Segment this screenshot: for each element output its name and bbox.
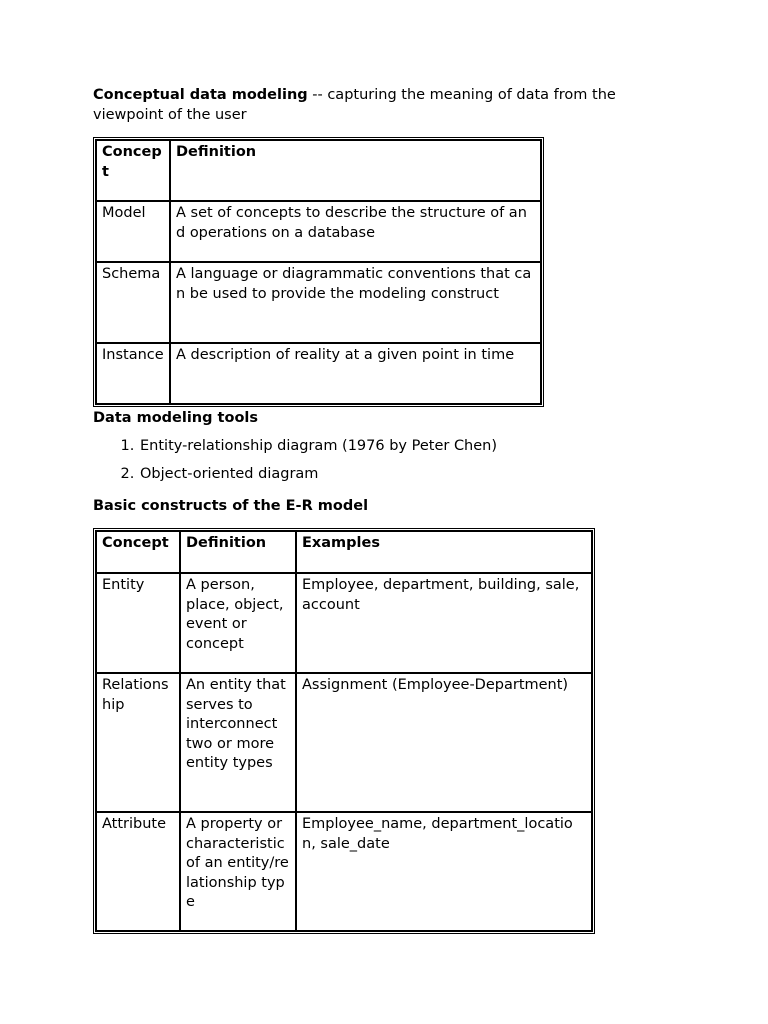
cell-definition: An entity that serves to interconnect two or more entity types [180, 673, 296, 812]
table-row [96, 673, 592, 812]
concepts-table [93, 137, 544, 407]
document-page [93, 86, 693, 934]
table-row [96, 812, 592, 931]
cell-concept: Instance [96, 343, 170, 404]
table-row [96, 201, 541, 262]
cell-definition: A set of concepts to describe the structure of and operations on a database [170, 201, 541, 262]
cell-concept: Entity [96, 573, 180, 673]
tools-heading: Data modeling tools [93, 410, 259, 426]
cell-definition: A description of reality at a given point in time [170, 343, 541, 404]
cell-definition: A language or diagrammatic conventions that can be used to provide the modeling construct [170, 262, 541, 343]
column-header-definition: Definition [180, 531, 296, 573]
column-header-examples: Examples [296, 531, 592, 573]
column-header-definition: Definition [170, 140, 541, 201]
cell-examples: Assignment (Employee-Department) [296, 673, 592, 812]
cell-definition: A person, place, object, event or concept [180, 573, 296, 673]
cell-concept: Model [96, 201, 170, 262]
intro-paragraph [93, 86, 663, 125]
cell-concept: Attribute [96, 812, 180, 931]
cell-examples: Employee, department, building, sale, account [296, 573, 592, 673]
cell-concept: Schema [96, 262, 170, 343]
column-header-concept: Concept [96, 531, 180, 573]
cell-concept: Relationship [96, 673, 180, 812]
column-header-concept: Concept [96, 140, 170, 201]
table-row [96, 343, 541, 404]
list-item: 2. Object-oriented diagram [139, 465, 693, 485]
cell-definition: A property or characteristic of an entity/relationship type [180, 812, 296, 931]
table-header-row [96, 140, 541, 201]
table-header-row [96, 531, 592, 573]
er-heading: Basic constructs of the E-R model [93, 497, 369, 514]
list-item: 1. Entity-relationship diagram (1976 by Peter Chen) [139, 437, 693, 457]
er-constructs-table [93, 528, 595, 934]
cell-examples: Employee_name, department_location, sale_date [296, 812, 592, 931]
intro-bold-lead: Conceptual data modeling [93, 87, 308, 103]
table-row [96, 573, 592, 673]
tools-list [93, 437, 693, 485]
table-row [96, 262, 541, 343]
intro-text: -- capturing the meaning of data from the viewpoint of the user [93, 87, 616, 123]
